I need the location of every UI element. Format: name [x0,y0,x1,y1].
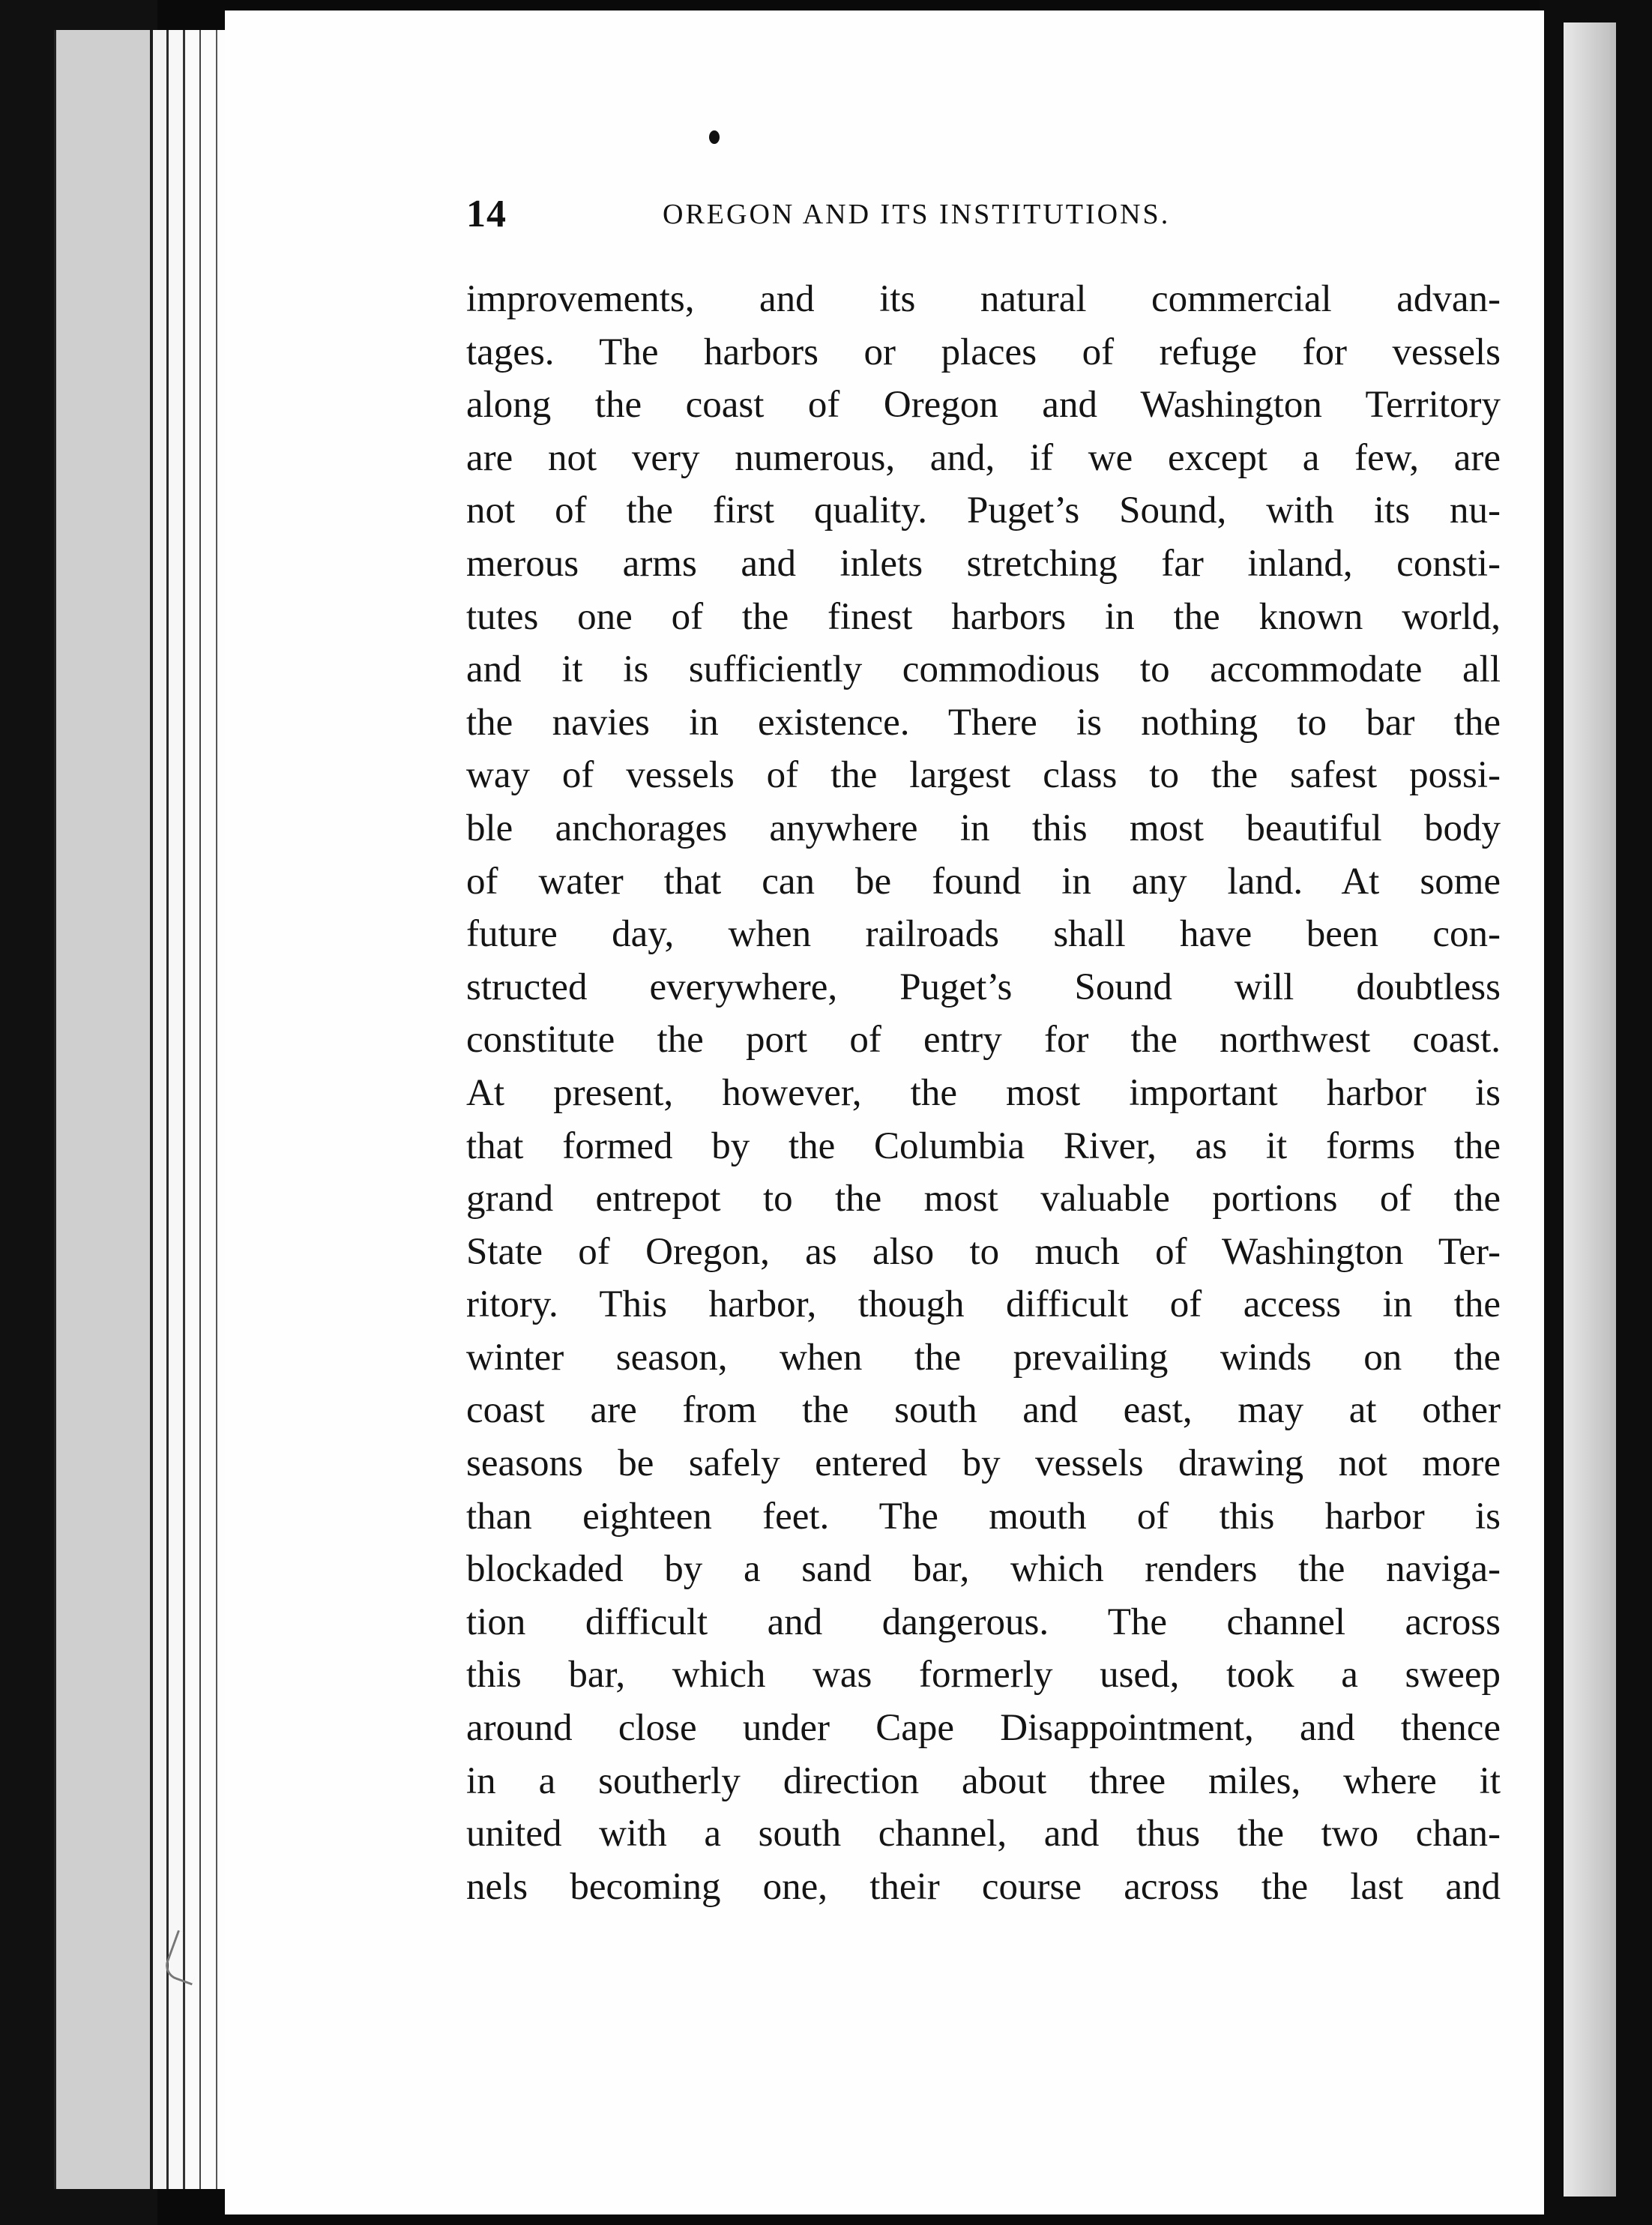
text-line: structed everywhere, Puget’s Sound will doubtless [466,966,1501,1008]
text-line: tutes one of the finest harbors in the known world, [466,595,1501,638]
body-text [466,273,1501,1913]
text-line: than eighteen feet. The mouth of this harbor is [466,1495,1501,1538]
text-line: ritory. This harbor, though difficult of access in the [466,1283,1501,1326]
text-line: winter season, when the prevailing winds on the [466,1336,1501,1379]
scan-left-margin [0,0,157,2225]
text-line: around close under Cape Disappointment, and thence [466,1707,1501,1750]
text-line: that formed by the Columbia River, as it forms the [466,1124,1501,1167]
text-line: State of Oregon, as also to much of Washington Ter- [466,1230,1501,1273]
scan-right-margin [1540,0,1652,2225]
text-line: united with a south channel, and thus the two chan- [466,1813,1501,1855]
text-line: and it is sufficiently commodious to accommodate all [466,648,1501,691]
text-line: this bar, which was formerly used, took a sweep [466,1654,1501,1696]
text-line: the navies in existence. There is nothing to bar the [466,701,1501,744]
text-line: way of vessels of the largest class to the safest possi- [466,754,1501,797]
text-line: in a southerly direction about three miles, where it [466,1759,1501,1802]
running-head [466,192,1501,237]
text-line: constitute the port of entry for the northwest coast. [466,1019,1501,1062]
text-line: blockaded by a sand bar, which renders the naviga- [466,1548,1501,1591]
text-line: coast are from the south and east, may at other [466,1389,1501,1432]
text-line: At present, however, the most important harbor is [466,1071,1501,1114]
text-line: ble anchorages anywhere in this most beautiful body [466,807,1501,849]
text-line: of water that can be found in any land. At some [466,860,1501,903]
facing-page-edge [1564,22,1616,2197]
text-line: not of the first quality. Puget’s Sound, with its nu- [466,490,1501,532]
text-line: grand entrepot to the most valuable portions of the [466,1178,1501,1220]
text-line: nels becoming one, their course across the last and [466,1865,1501,1908]
ink-dot [709,130,720,144]
text-line: tages. The harbors or places of refuge for vessels [466,331,1501,373]
running-title: OREGON AND ITS INSTITUTIONS. [663,199,1171,230]
text-line: future day, when railroads shall have been con- [466,913,1501,956]
text-line: seasons be safely entered by vessels drawing not more [466,1442,1501,1485]
text-line: along the coast of Oregon and Washington Territory [466,384,1501,427]
book-page [225,10,1544,2215]
text-line: tion difficult and dangerous. The channel across [466,1601,1501,1643]
text-line: merous arms and inlets stretching far inland, consti- [466,542,1501,585]
book-edge [54,30,161,2189]
page-number: 14 [466,193,507,235]
text-line: are not very numerous, and, if we except a few, are [466,436,1501,479]
text-line: improvements, and its natural commercial advan- [466,278,1501,320]
